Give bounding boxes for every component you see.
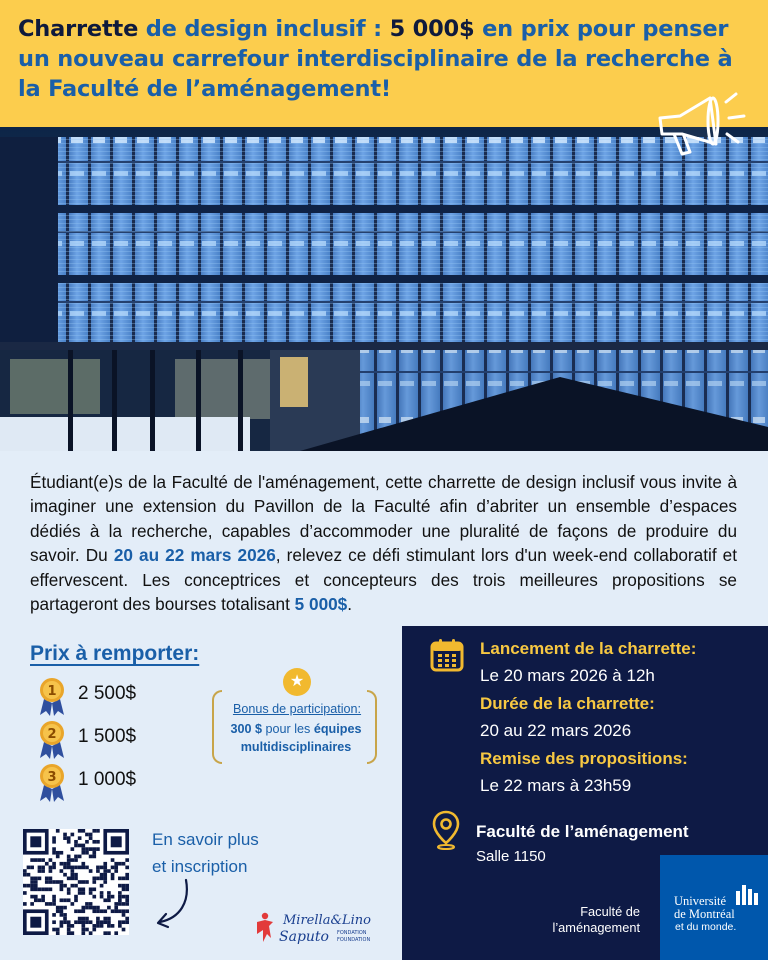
prize-second	[38, 720, 188, 760]
udem-logo	[660, 855, 768, 960]
page-title: Charrette de design inclusif : 5 000$ en prix pour penser un nouveau carrefour interdisciplinaire de la recherche à la Faculté de l’aménagement!	[18, 16, 733, 102]
prize-third	[38, 763, 188, 803]
medal-2-icon	[38, 720, 66, 760]
medal-1-icon	[38, 677, 66, 717]
location-room: Salle 1150	[476, 848, 546, 865]
launch-value: Le 20 mars 2026 à 12h	[480, 666, 655, 685]
intro-paragraph: Étudiant(e)s de la Faculté de l'aménagement, cette charrette de design inclusif vous invite à imaginer une extension du Pavillon de la Faculté afin d’abriter un ensemble d’espaces dédiés à la recherche, capables d’accommoder une pluralité de façons de produire du savoir. Du 20 au 22 mars 2026, relevez ce défi stimulant lors d'un week-end collaboratif et effervescent. Les conceptrices et concepteurs des trois meilleures propositions se partageront des bourses totalisant 5 000$.	[30, 472, 738, 615]
svg-text:FONDATION: FONDATION	[337, 930, 367, 936]
building-photo	[0, 127, 768, 451]
prize-first	[38, 677, 188, 717]
prize-amount: 2 500$	[78, 683, 137, 704]
bonus-text: 300 $ pour les équipes multidisciplinaires	[230, 722, 362, 754]
star-icon: ★	[283, 668, 311, 696]
prize-amount: 1 500$	[78, 726, 137, 747]
svg-text:Mirella&Lino: Mirella&Lino	[283, 913, 372, 928]
bonus-box	[212, 673, 377, 766]
submission-value: Le 22 mars à 23h59	[480, 776, 632, 795]
submission-label: Remise des propositions:	[480, 749, 688, 768]
svg-text:3: 3	[47, 770, 57, 785]
udem-tagline: et du monde.	[675, 921, 737, 933]
prize-amount: 1 000$	[78, 769, 137, 790]
duration-value: 20 au 22 mars 2026	[480, 721, 632, 740]
medal-3-icon	[38, 763, 66, 803]
signup-link[interactable]: En savoir plus et inscription	[152, 830, 259, 876]
duration-label: Durée de la charrette:	[480, 694, 655, 713]
faculty-logo-text: Faculté de l’aménagement	[552, 904, 640, 935]
location-pin-icon	[432, 810, 460, 850]
curved-arrow-icon	[152, 878, 192, 930]
prizes-title: Prix à remporter:	[30, 642, 200, 665]
svg-text:FOUNDATION: FOUNDATION	[337, 937, 371, 943]
total-prize: 5 000$	[294, 594, 348, 615]
udem-name: Université de Montréal	[674, 894, 735, 921]
launch-label: Lancement de la charrette:	[480, 639, 697, 658]
qr-code[interactable]	[23, 829, 129, 935]
bonus-heading: Bonus de participation:	[232, 702, 362, 716]
event-dates: 20 au 22 mars 2026	[113, 545, 276, 566]
location-name: Faculté de l’aménagement	[476, 822, 689, 841]
saputo-foundation-logo	[253, 908, 393, 948]
megaphone-icon	[652, 88, 748, 164]
svg-text:Saputo: Saputo	[279, 929, 329, 945]
svg-text:1: 1	[47, 684, 57, 699]
svg-text:2: 2	[47, 727, 57, 742]
udem-mark-icon	[736, 885, 758, 905]
calendar-icon	[430, 638, 464, 672]
